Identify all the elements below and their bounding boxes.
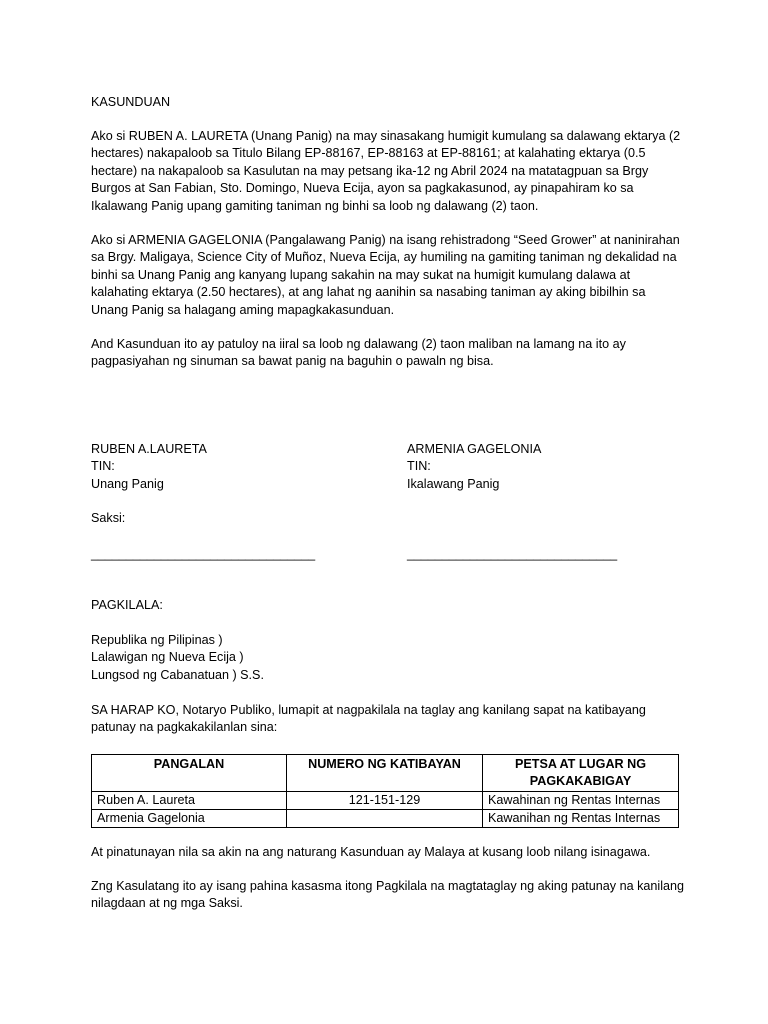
table-cell — [287, 810, 483, 828]
identification-table — [91, 754, 679, 828]
paragraph-unang-panig: Ako si RUBEN A. LAURETA (Unang Panig) na may sinasakang humigit kumulang sa dalawang ektarya (2 hectares) nakapaloob sa Titulo Bilang EP-88167, EP-88163 at EP-88161; at kalahating ektarya (0.5 hectare) na nakapaloob sa Kasulutan na may petsang ika-12 ng Abril 2024 na matatagpuan sa Brgy Burgos at San Fabian, Sto. Domingo, Nueva Ecija, ayon sa pagkakasunod, ay pinapahiram ko sa Ikalawang Panig upang gamiting taniman ng binhi sa loob ng dalawang (2) taon. — [91, 129, 681, 213]
signatory-tin: TIN: — [407, 459, 431, 474]
table-cell: Armenia Gagelonia — [92, 810, 287, 828]
table-cell: Ruben A. Laureta — [92, 792, 287, 810]
signatory-role: Unang Panig — [91, 476, 164, 491]
witness-signature-line-left: ________________________________ — [91, 547, 316, 561]
table-cell: 121-151-129 — [287, 792, 483, 810]
closing-statement: At pinatunayan nila sa akin na ang naturang Kasunduan ay Malaya at kusang loob nilang isinagawa. — [91, 845, 651, 859]
signatory-left — [91, 441, 391, 493]
acknowledgment-title: PAGKILALA: — [91, 598, 163, 612]
signatory-tin: TIN: — [91, 459, 115, 474]
table-header-cell: PANGALAN — [92, 755, 287, 792]
table-cell: Kawahinan ng Rentas Internas — [483, 792, 679, 810]
table-header-cell: NUMERO NG KATIBAYAN — [287, 755, 483, 792]
witness-label: Saksi: — [91, 511, 126, 525]
table-row — [92, 810, 679, 828]
closing-page-note: Zng Kasulatang ito ay isang pahina kasasma itong Pagkilala na magtataglay ng aking patunay na kanilang nilagdaan at ng mga Saksi. — [91, 879, 685, 911]
table-row — [92, 792, 679, 810]
signatory-name: ARMENIA GAGELONIA — [407, 442, 542, 456]
witness-signature-line-right: ______________________________ — [407, 547, 618, 561]
notary-intro: SA HARAP KO, Notaryo Publiko, lumapit at nagpakilala na taglay ang kanilang sapat na katibayang patunay na pagkakakilanlan sina: — [91, 703, 646, 735]
table-cell: Kawanihan ng Rentas Internas — [483, 810, 679, 828]
document-title: KASUNDUAN — [91, 95, 171, 109]
table-header-cell: PETSA AT LUGAR NG PAGKAKABIGAY — [483, 755, 679, 792]
paragraph-duration: And Kasunduan ito ay patuloy na iiral sa loob ng dalawang (2) taon maliban na lamang na ito ay pagpasiyahan ng sinuman sa bawat panig na baguhin o pawaln ng bisa. — [91, 337, 626, 369]
signatory-right — [407, 441, 707, 493]
paragraph-ikalawang-panig: Ako si ARMENIA GAGELONIA (Pangalawang Panig) na isang rehistradong “Seed Grower” at naninirahan sa Brgy. Maligaya, Science City of Muñoz, Nueva Ecija, ay humiling na gamiting taniman ng dekalidad na binhi sa Unang Panig ang kanyang lupang sakahin na may sukat na humigit kumulang dalawa at kalahating ektarya (2.50 hectares), at ang lahat ng aanihin sa nasabing taniman ay aking bibilhin sa Unang Panig sa halagang aming mapagkakasunduan. — [91, 233, 680, 317]
signatory-name: RUBEN A.LAURETA — [91, 442, 207, 456]
table-header-row — [92, 755, 679, 792]
venue-block: Republika ng Pilipinas ) Lalawigan ng Nueva Ecija ) Lungsod ng Cabanatuan ) S.S. — [91, 633, 264, 682]
signatory-role: Ikalawang Panig — [407, 476, 500, 491]
